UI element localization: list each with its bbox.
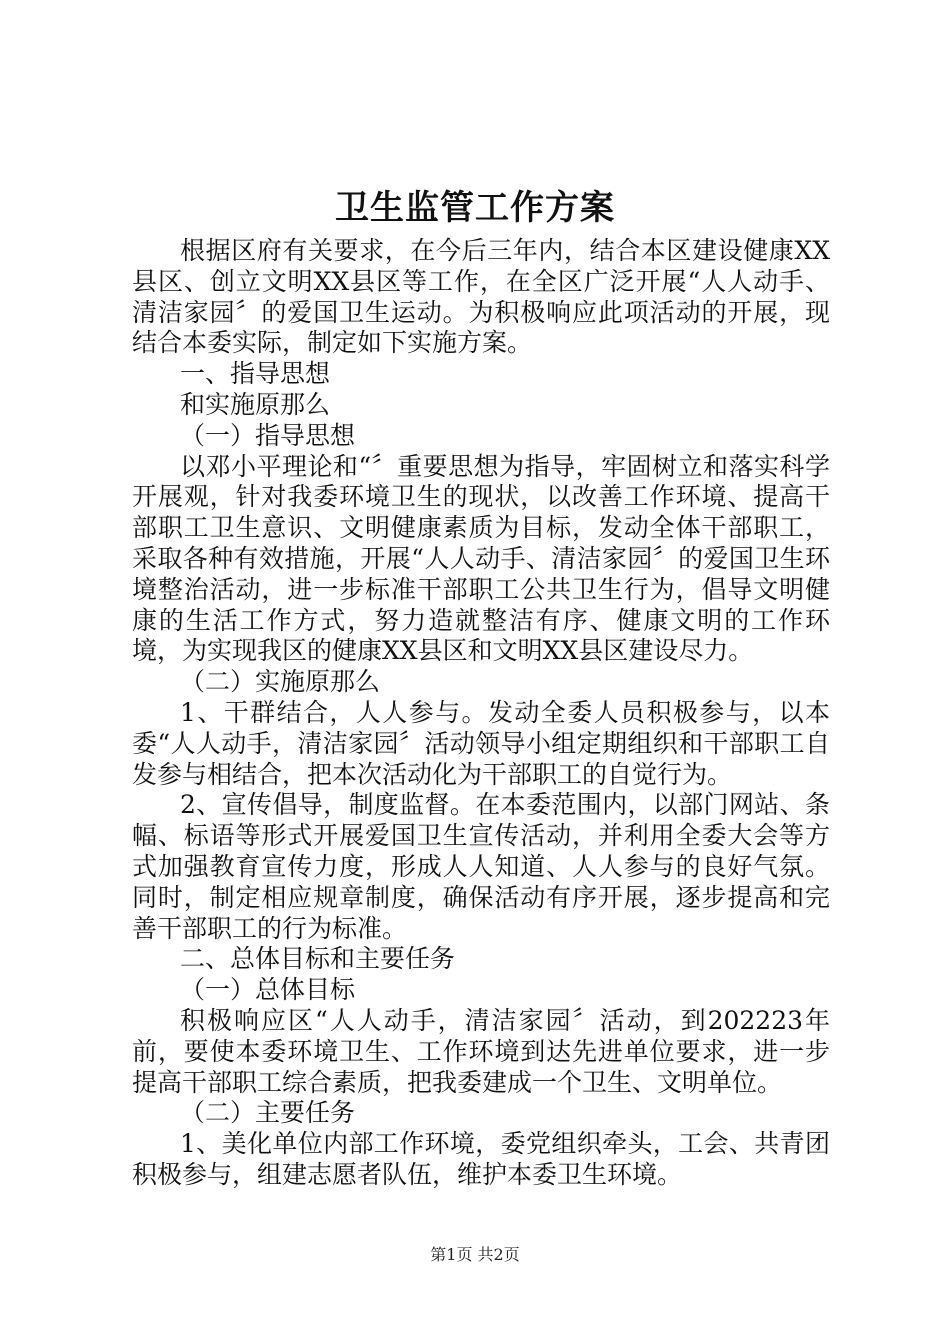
paragraph-principle-1: 1、干群结合，人人参与。发动全委人员积极参与，以本委“人人动手，清洁家园〞活动领导小组定期组织和干部职工自发参与相结合，把本次活动化为干部职工的自觉行为。 — [132, 697, 830, 789]
subheading-principles: （二）实施原那么 — [180, 667, 381, 697]
document-title: 卫生监管工作方案 — [335, 188, 615, 228]
paragraph-guiding-thought: 以邓小平理论和“〞重要思想为指导，牢固树立和落实科学开展观，针对我委环境卫生的现状，以改善工作环境、提高干部职工卫生意识、文明健康素质为目标，发动全体干部职工，采取各种有效措施，开展“人人动手、清洁家园〞的爱国卫生环境整治活动，进一步标准干部职工公共卫生行为，倡导文明健康的生活工作方式，努力造就整洁有序、健康文明的工作环境，为实现我区的健康XX县区和文明XX县区建设尽力。 — [132, 451, 830, 666]
paragraph-task-1: 1、美化单位内部工作环境，委党组织牵头，工会、共青团积极参与，组建志愿者队伍，维护本委卫生环境。 — [132, 1129, 830, 1189]
heading-principles: 和实施原那么 — [180, 389, 331, 419]
paragraph-overall-goal: 积极响应区“人人动手，清洁家园〞活动，到202223年前，要使本委环境卫生、工作环境到达先进单位要求，进一步提高干部职工综合素质，把我委建成一个卫生、文明单位。 — [132, 1005, 830, 1097]
heading-guiding-thought: 一、指导思想 — [180, 359, 331, 389]
subheading-guiding-thought: （一）指导思想 — [180, 420, 356, 450]
paragraph-intro: 根据区府有关要求，在今后三年内，结合本区建设健康XX县区、创立文明XX县区等工作，在全区广泛开展“人人动手、清洁家园〞的爱国卫生运动。为积极响应此项活动的开展，现结合本委实际，制定如下实施方案。 — [132, 236, 830, 358]
paragraph-principle-2: 2、宣传倡导，制度监督。在本委范围内，以部门网站、条幅、标语等形式开展爱国卫生宣传活动，并利用全委大会等方式加强教育宣传力度，形成人人知道、人人参与的良好气氛。同时，制定相应规章制度，确保活动有序开展，逐步提高和完善干部职工的行为标准。 — [132, 790, 830, 943]
heading-goals-tasks: 二、总体目标和主要任务 — [180, 944, 456, 974]
page-footer: 第1页 共2页 — [430, 1245, 520, 1264]
document-body — [132, 236, 830, 1191]
subheading-overall-goal: （一）总体目标 — [180, 975, 356, 1005]
subheading-main-tasks: （二）主要任务 — [180, 1098, 356, 1128]
